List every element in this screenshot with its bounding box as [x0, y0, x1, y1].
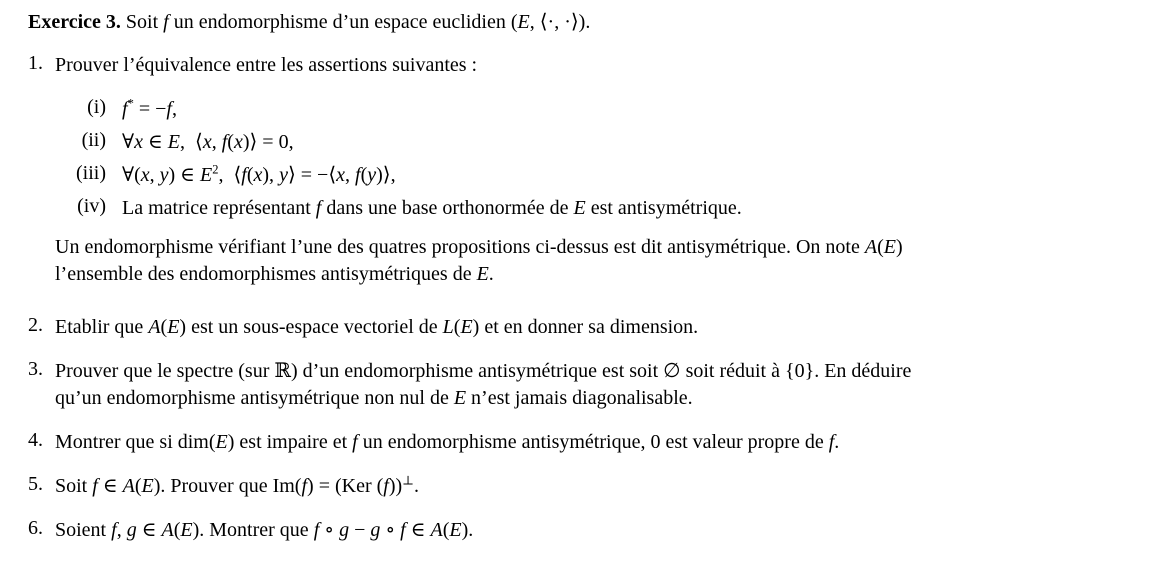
- item-marker: (iii): [76, 162, 106, 184]
- block-content: [55, 314, 1133, 341]
- text-line: [55, 261, 1133, 288]
- text-segment: ),: [262, 164, 280, 186]
- text-segment: ⊥: [402, 473, 414, 488]
- exercise-intro: [28, 9, 1133, 36]
- script-letter: A: [864, 236, 878, 258]
- question-5: [28, 473, 1133, 500]
- text-segment: (: [160, 316, 168, 338]
- text-line: [55, 385, 1133, 412]
- text-segment: f: [828, 431, 835, 453]
- text-segment: ,: [149, 164, 160, 186]
- script-letter: A: [148, 316, 161, 338]
- item-marker: 2.: [28, 314, 43, 336]
- text-segment: (: [442, 519, 450, 541]
- text-segment: ). Montrer que: [192, 519, 314, 541]
- text-segment: *: [127, 96, 134, 111]
- definition-note: [55, 234, 1133, 288]
- text-segment: f: [111, 519, 117, 541]
- text-line: [55, 358, 1133, 385]
- text-segment: ) est un sous-espace vectoriel de: [179, 316, 443, 338]
- text-segment: ): [895, 236, 903, 258]
- question-2: [28, 314, 1133, 341]
- text-segment: (: [227, 131, 234, 153]
- script-letter: A: [430, 519, 443, 541]
- text-segment: Soit: [120, 11, 164, 33]
- item-marker: 4.: [28, 429, 43, 451]
- block-content: [55, 429, 1133, 456]
- text-segment: l’ensemble des endomorphismes antisymétriques de: [55, 263, 477, 285]
- text-segment: un endomorphisme antisymétrique, 0 est valeur propre de: [357, 431, 829, 453]
- text-line: [28, 9, 1133, 36]
- text-segment: .: [488, 263, 494, 285]
- assertion-iv: [28, 195, 1133, 222]
- text-segment: f: [315, 197, 322, 219]
- block-content: [55, 517, 1133, 544]
- question-1: [28, 52, 1133, 79]
- text-segment: E: [449, 519, 462, 541]
- block-content: [55, 358, 1133, 412]
- block-content: [55, 473, 1133, 500]
- text-segment: )⟩ = 0,: [242, 131, 294, 153]
- item-marker: (ii): [81, 129, 106, 151]
- text-segment: , ⟨·, ·⟩).: [529, 11, 591, 33]
- text-segment: f: [241, 164, 247, 186]
- text-segment: = −: [133, 98, 167, 120]
- text-segment: )): [388, 475, 403, 497]
- text-segment: f: [400, 519, 406, 541]
- text-segment: x: [134, 131, 143, 153]
- text-segment: ,: [211, 131, 222, 153]
- script-letter: A: [161, 519, 174, 541]
- text-segment: ⟩ = −⟨: [287, 164, 337, 186]
- text-segment: ,: [171, 98, 177, 120]
- text-segment: La matrice représentant: [122, 197, 316, 219]
- text-segment: f: [383, 475, 389, 497]
- text-segment: (: [453, 316, 461, 338]
- text-line: [122, 195, 1133, 222]
- text-segment: E: [180, 519, 193, 541]
- text-segment: ∈: [97, 475, 123, 497]
- text-segment: E: [453, 387, 467, 409]
- text-segment: Soit: [55, 475, 93, 497]
- text-segment: ,: [116, 519, 127, 541]
- text-segment: E: [167, 316, 180, 338]
- text-segment: f: [355, 164, 361, 186]
- assertion-iii: [28, 162, 1133, 189]
- text-segment: ∘: [380, 519, 401, 541]
- text-segment: ) = (Ker (: [307, 475, 384, 497]
- block-content: [55, 234, 1133, 288]
- text-segment: f: [163, 11, 169, 33]
- text-segment: n’est jamais diagonalisable.: [466, 387, 693, 409]
- item-marker: 1.: [28, 52, 43, 74]
- block-content: [122, 162, 1133, 189]
- text-segment: x: [140, 164, 150, 186]
- text-segment: ) et en donner sa dimension.: [472, 316, 699, 338]
- text-segment: ∈: [405, 519, 431, 541]
- item-marker: (iv): [77, 195, 106, 217]
- text-segment: x: [233, 131, 243, 153]
- text-segment: E: [883, 236, 896, 258]
- text-segment: Etablir que: [55, 316, 149, 338]
- text-segment: y: [279, 164, 288, 186]
- text-segment: x: [336, 164, 346, 186]
- text-segment: qu’un endomorphisme antisymétrique non nul de: [55, 387, 454, 409]
- question-4: [28, 429, 1133, 456]
- text-segment: x: [253, 164, 263, 186]
- text-segment: un endomorphisme d’un espace euclidien (: [168, 11, 518, 33]
- text-segment: E: [199, 164, 213, 186]
- text-segment: f: [221, 131, 228, 153]
- text-segment: g: [339, 519, 350, 541]
- question-6: [28, 517, 1133, 544]
- text-segment: est antisymétrique.: [585, 197, 742, 219]
- text-segment: , ⟨: [218, 164, 242, 186]
- text-segment: ). Prouver que Im(: [153, 475, 302, 497]
- text-segment: ∀(: [122, 164, 141, 186]
- text-segment: (: [134, 475, 142, 497]
- text-segment: g: [126, 519, 137, 541]
- text-segment: ∈: [136, 519, 162, 541]
- text-segment: ).: [461, 519, 474, 541]
- text-segment: Exercice 3.: [28, 11, 121, 33]
- text-segment: f: [352, 431, 358, 453]
- text-segment: ) ∈: [168, 164, 200, 186]
- script-letter: A: [122, 475, 135, 497]
- text-segment: E: [573, 197, 586, 219]
- text-segment: E: [215, 431, 228, 453]
- text-line: [55, 429, 1133, 456]
- text-line: [122, 162, 1133, 189]
- text-segment: ∈: [142, 131, 168, 153]
- text-segment: (: [246, 164, 254, 186]
- text-segment: Un endomorphisme vérifiant l’une des quatres propositions ci-dessus est dit antisymétrique. On note: [55, 236, 865, 258]
- text-segment: ,: [345, 164, 356, 186]
- text-segment: E: [167, 131, 180, 153]
- text-segment: g: [370, 519, 381, 541]
- text-segment: f: [166, 98, 172, 120]
- text-segment: Prouver que le spectre (sur ℝ) d’un endomorphisme antisymétrique est soit ∅ soit réduit à {0}. En déduire: [55, 360, 912, 382]
- text-line: [55, 234, 1133, 261]
- text-segment: E: [141, 475, 154, 497]
- text-segment: f: [122, 98, 128, 120]
- text-segment: )⟩,: [376, 164, 396, 186]
- text-line: [122, 129, 1133, 156]
- text-segment: .: [834, 431, 840, 453]
- text-segment: , ⟨: [180, 131, 203, 153]
- text-segment: Montrer que si dim(: [55, 431, 216, 453]
- item-marker: 3.: [28, 358, 43, 380]
- block-content: [122, 96, 1133, 123]
- text-segment: −: [349, 519, 371, 541]
- text-segment: f: [92, 475, 98, 497]
- text-segment: 2: [212, 162, 219, 177]
- item-marker: (i): [87, 96, 106, 118]
- text-segment: dans une base orthonormée de: [321, 197, 574, 219]
- text-segment: .: [413, 475, 419, 497]
- text-segment: f: [301, 475, 308, 497]
- text-segment: y: [367, 164, 377, 186]
- text-line: [55, 517, 1133, 544]
- assertion-ii: [28, 129, 1133, 156]
- text-segment: (: [360, 164, 368, 186]
- block-content: [122, 129, 1133, 156]
- text-line: [122, 96, 1133, 123]
- text-segment: x: [202, 131, 212, 153]
- assertion-i: [28, 96, 1133, 123]
- text-segment: Prouver l’équivalence entre les assertions suivantes :: [55, 54, 478, 76]
- text-segment: f: [313, 519, 320, 541]
- text-line: [55, 52, 1133, 79]
- text-segment: E: [460, 316, 473, 338]
- text-segment: (: [877, 236, 884, 258]
- item-marker: 6.: [28, 517, 43, 539]
- text-segment: ∀: [122, 131, 135, 153]
- text-segment: E: [517, 11, 530, 33]
- text-segment: Soient: [55, 519, 112, 541]
- text-line: [55, 314, 1133, 341]
- text-line: [55, 473, 1133, 500]
- block-content: [28, 9, 1133, 36]
- text-segment: ∘: [319, 519, 340, 541]
- block-content: [55, 52, 1133, 79]
- block-content: [122, 195, 1133, 222]
- text-segment: (: [173, 519, 181, 541]
- text-segment: y: [159, 164, 169, 186]
- text-segment: L: [442, 316, 454, 338]
- item-marker: 5.: [28, 473, 43, 495]
- text-segment: E: [476, 263, 489, 285]
- text-segment: ) est impaire et: [227, 431, 353, 453]
- question-3: [28, 358, 1133, 412]
